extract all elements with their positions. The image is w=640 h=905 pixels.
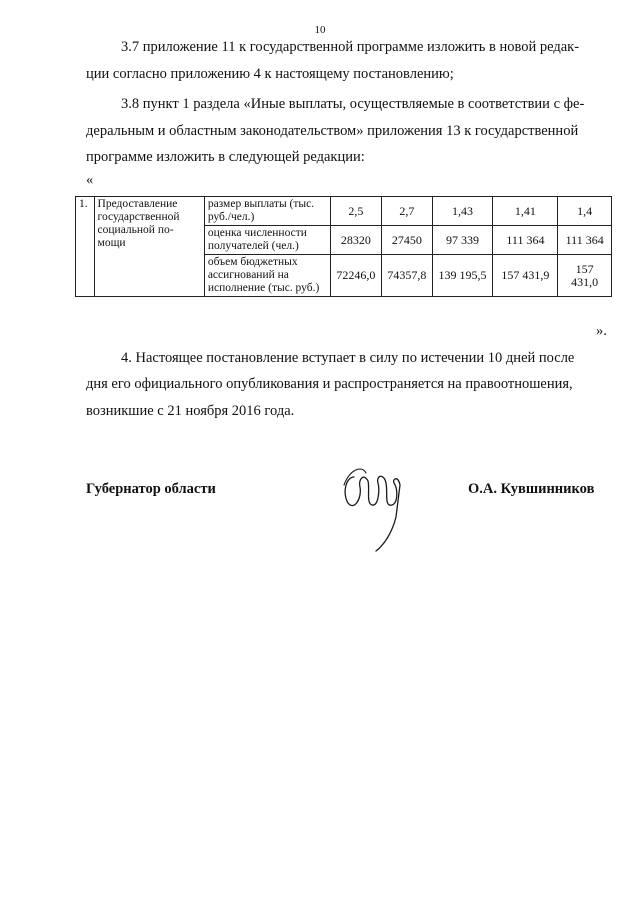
- table-cell: 1,43: [432, 197, 493, 226]
- table-cell: 97 339: [432, 226, 493, 255]
- para-4-line3: возникшие с 21 ноября 2016 года.: [86, 403, 295, 419]
- table-cell: 72246,0: [330, 255, 382, 297]
- table-cell: 27450: [382, 226, 433, 255]
- measure-name: Предоставление государственной социальной по-мощи: [94, 197, 204, 297]
- indicator-label: оценка численности получателей (чел.): [204, 226, 330, 255]
- para-3-7-line2: ции согласно приложению 4 к настоящему постановлению;: [86, 66, 454, 82]
- table-cell: 157 431,9: [493, 255, 558, 297]
- signatory-position: Губернатор области: [86, 481, 216, 497]
- para-3-8-line1: 3.8 пункт 1 раздела «Иные выплаты, осуществляемые в соответствии с фе-: [121, 96, 585, 112]
- para-4-line2: дня его официального опубликования и распространяется на правоотношения,: [86, 376, 573, 392]
- table-cell: 2,7: [382, 197, 433, 226]
- page-number: 10: [314, 24, 326, 36]
- table-cell: 28320: [330, 226, 382, 255]
- para-3-8-line2: деральным и областным законодательством» приложения 13 к государственной: [86, 123, 579, 139]
- row-number: 1.: [76, 197, 95, 297]
- handwritten-signature: [336, 455, 416, 555]
- close-quote: ».: [596, 323, 607, 339]
- para-4-line1: 4. Настоящее постановление вступает в силу по истечении 10 дней после: [121, 350, 575, 366]
- table-cell: 111 364: [493, 226, 558, 255]
- table-cell: 139 195,5: [432, 255, 493, 297]
- para-3-8-line3: программе изложить в следующей редакции:: [86, 149, 365, 165]
- indicator-label: размер выплаты (тыс. руб./чел.): [204, 197, 330, 226]
- open-quote: «: [86, 172, 94, 188]
- table-cell: 111 364: [558, 226, 612, 255]
- signatory-name: О.А. Кувшинников: [468, 481, 595, 497]
- social-assistance-table: [75, 196, 612, 297]
- table-cell: 1,4: [558, 197, 612, 226]
- table-cell: 2,5: [330, 197, 382, 226]
- table-row: [76, 197, 612, 226]
- para-3-7-line1: 3.7 приложение 11 к государственной программе изложить в новой редак-: [121, 39, 580, 55]
- table-cell: 74357,8: [382, 255, 433, 297]
- table-cell: 1,41: [493, 197, 558, 226]
- indicator-label: объем бюджетных ассигнований на исполнение (тыс. руб.): [204, 255, 330, 297]
- table-cell: 157 431,0: [558, 255, 612, 297]
